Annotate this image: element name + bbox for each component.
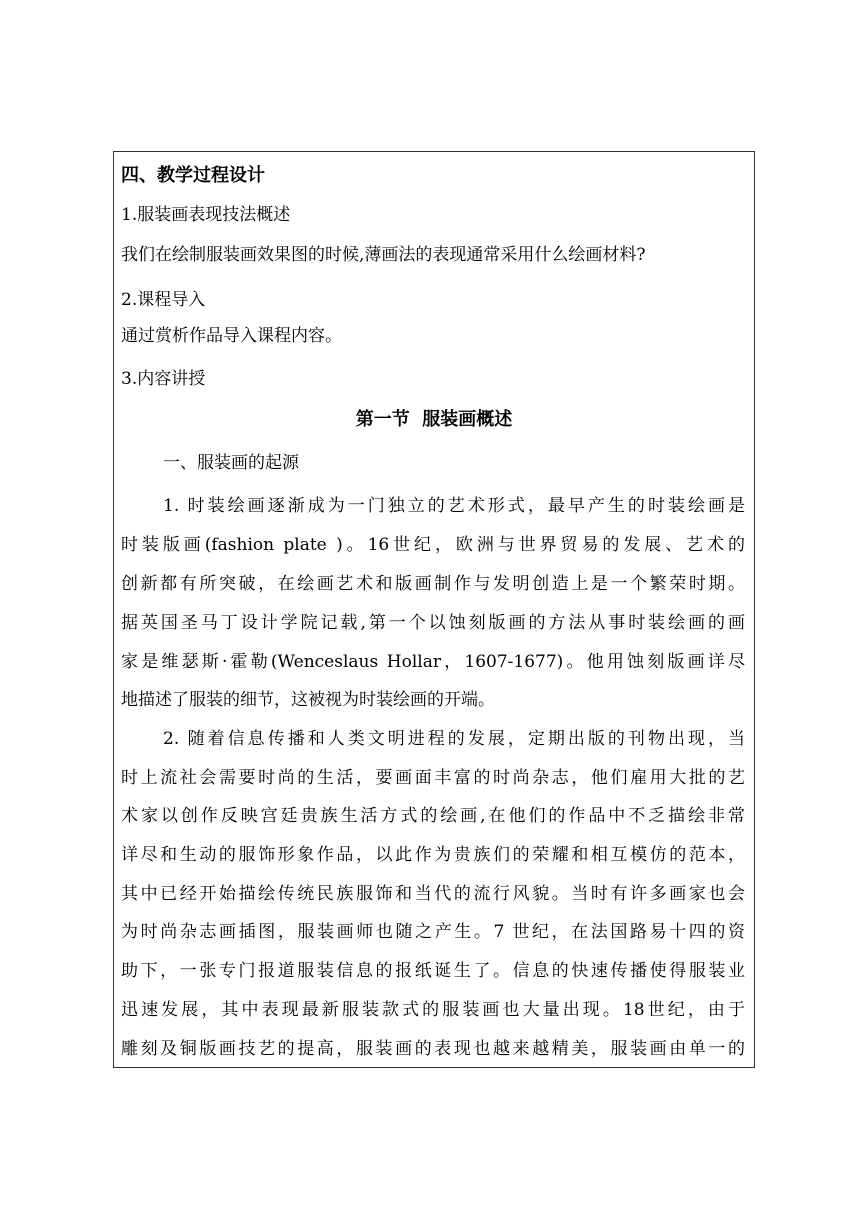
para2-line: 其中已经开始描绘传统民族服饰和当代的流行风貌。当时有许多画家也会 bbox=[121, 884, 745, 904]
item1-question: 我们在绘制服装画效果图的时候,薄画法的表现通常采用什么绘画材料? bbox=[121, 245, 646, 265]
para2-line: 2. 随着信息传播和人类文明进程的发展，定期出版的刊物出现，当 bbox=[163, 729, 745, 749]
item2-title: 2.课程导入 bbox=[121, 290, 206, 310]
item2-text: 通过赏析作品导入课程内容。 bbox=[121, 326, 342, 346]
para1-line: 地描述了服装的细节，这被视为时装绘画的开端。 bbox=[121, 690, 495, 710]
item1-title: 1.服装画表现技法概述 bbox=[121, 205, 291, 225]
para2-line: 详尽和生动的服饰形象作品，以此作为贵族们的荣耀和相互模仿的范本， bbox=[121, 845, 745, 865]
para1-line: 1. 时装绘画逐渐成为一门独立的艺术形式，最早产生的时装绘画是 bbox=[163, 496, 745, 516]
chapter-title: 第一节 服装画概述 bbox=[355, 409, 513, 430]
para1-line: 时装版画(fashion plate )。16世纪，欧洲与世界贸易的发展、艺术的 bbox=[121, 535, 745, 555]
para1-line: 创新都有所突破，在绘画艺术和版画制作与发明创造上是一个繁荣时期。 bbox=[121, 574, 745, 594]
para2-line: 雕刻及铜版画技艺的提高，服装画的表现也越来越精美，服装画由单一的 bbox=[121, 1039, 745, 1059]
subsection-title: 一、服装画的起源 bbox=[163, 453, 299, 473]
para2-line: 迅速发展，其中表现最新服装款式的服装画也大量出现。18世纪，由于 bbox=[121, 1000, 745, 1020]
para2-line: 助下，一张专门报道服装信息的报纸诞生了。信息的快速传播使得服装业 bbox=[121, 961, 745, 981]
para1-line: 据英国圣马丁设计学院记载,第一个以蚀刻版画的方法从事时装绘画的画 bbox=[121, 613, 745, 633]
para2-line: 为时尚杂志画插图，服装画师也随之产生。7 世纪，在法国路易十四的资 bbox=[121, 922, 745, 942]
section-heading: 四、教学过程设计 bbox=[121, 165, 265, 186]
para2-line: 术家以创作反映宫廷贵族生活方式的绘画,在他们的作品中不乏描绘非常 bbox=[121, 806, 745, 826]
para2-line: 时上流社会需要时尚的生活，要画面丰富的时尚杂志，他们雇用大批的艺 bbox=[121, 768, 745, 788]
para1-line: 家是维瑟斯·霍勒(Wenceslaus Hollar，1607-1677)。他用蚀刻版画详尽 bbox=[121, 652, 745, 672]
item3-title: 3.内容讲授 bbox=[121, 369, 206, 389]
